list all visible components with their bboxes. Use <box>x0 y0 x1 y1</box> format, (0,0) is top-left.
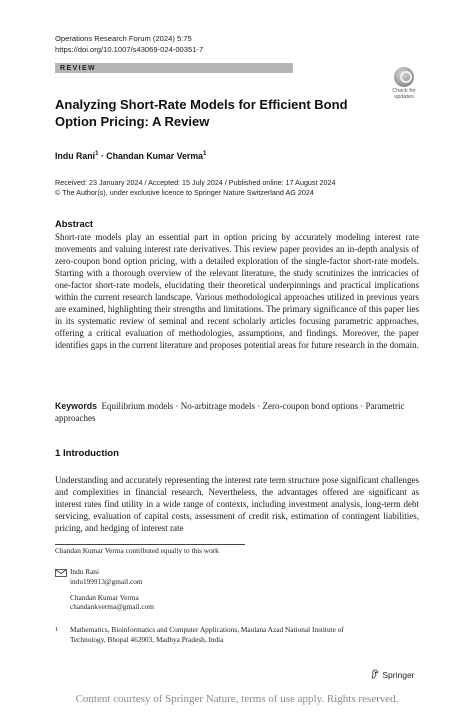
contact-name: Indu Rani <box>70 567 99 576</box>
keywords-label: Keywords <box>55 401 98 411</box>
author-list: Indu Rani$^1$ · Chandan Kumar Verma$^1$ <box>55 150 207 161</box>
contribution-note: Chandan Kumar Verma contributed equally to this work <box>55 546 219 555</box>
affiliation: Mathematics, Bioinformatics and Computer Applications, Maulana Azad National Institute of Technology, Bhopal 462003, Madhya Pradesh, India <box>70 625 344 644</box>
contact-email[interactable]: indu199913@gmail.com <box>70 576 143 586</box>
contact-name: Chandan Kumar Verma <box>70 592 139 602</box>
publisher-logo <box>370 669 415 680</box>
publication-dates <box>55 178 336 198</box>
courtesy-notice: Content courtesy of Springer Nature, terms of use apply. Rights reserved. <box>75 693 399 705</box>
affiliation-number: 1 <box>55 626 59 633</box>
journal-line: Operations Research Forum (2024) 5:75 <box>55 34 192 43</box>
check-for-updates-badge[interactable] <box>385 67 423 103</box>
doi-link[interactable]: https://doi.org/10.1007/s43069-024-00351-7 <box>55 44 204 54</box>
keywords <box>55 400 419 424</box>
keywords-list: Equilibrium models · No-arbitrage models · Zero-coupon bond options · Parametric approaches <box>55 401 405 423</box>
copyright-line: © The Author(s), under exclusive licence to Springer Nature Switzerland AG 2024 <box>55 188 314 197</box>
check-updates-text: Check for updates <box>392 88 416 100</box>
abstract-heading: Abstract <box>55 218 94 229</box>
check-updates-icon <box>394 67 414 87</box>
abstract-text: Short-rate models play an essential part in option pricing by accurately modeling interest rate movements and valuing interest rate derivatives. This review paper provides an in-depth analysis of zero-coupon bond option pricing, with a detailed exploration of the single-factor short-rate models. Starting with a thorough overview of the relevant literature, the study scrutinizes the intricacies of one-factor short-rate models, elucidating their theoretical underpinnings and practical implications within the current research landscape. Various methodological approaches utilized in previous years are examined, highlighting their strengths and limitations. The primary significance of this paper lies in its systematic review of seminal and recent scholarly articles focusing parametric approaches, offering a critical evaluation of methodologies, assumptions, and findings. Moreover, the paper identifies gaps in the current literature and proposes potential areas for future research in the domain. <box>55 232 419 350</box>
section-heading: 1 Introduction <box>55 448 119 459</box>
paper-title: Analyzing Short-Rate Models for Efficient Bond Option Pricing: A Review <box>55 97 348 129</box>
contact-email[interactable]: chandankverma@gmail.com <box>70 602 154 612</box>
article-type-label: REVIEW <box>60 64 97 72</box>
dates-line: Received: 23 January 2024 / Accepted: 15 July 2024 / Published online: 17 August 2024 <box>55 178 336 187</box>
introduction-text: Understanding and accurately representing the interest rate term structure pose significant challenges and complexities in financial research. Nevertheless, the advantages offered are significant as interest rates find utility in a wide range of contexts, including investment analysis, long-term debt servicing, evaluation of capital costs, assessment of credit risk, estimation of contingent liabilities, pricing, and hedging of interest rate <box>55 475 419 533</box>
journal-citation <box>55 34 203 55</box>
footnote-divider <box>55 544 245 545</box>
springer-horse-icon <box>370 669 380 679</box>
author-name[interactable]: Chandan Kumar Verma <box>106 150 204 161</box>
author-name[interactable]: Indu Rani <box>55 150 96 161</box>
envelope-icon <box>55 569 67 577</box>
contact-block <box>70 567 154 612</box>
publisher-name: Springer <box>382 670 415 680</box>
